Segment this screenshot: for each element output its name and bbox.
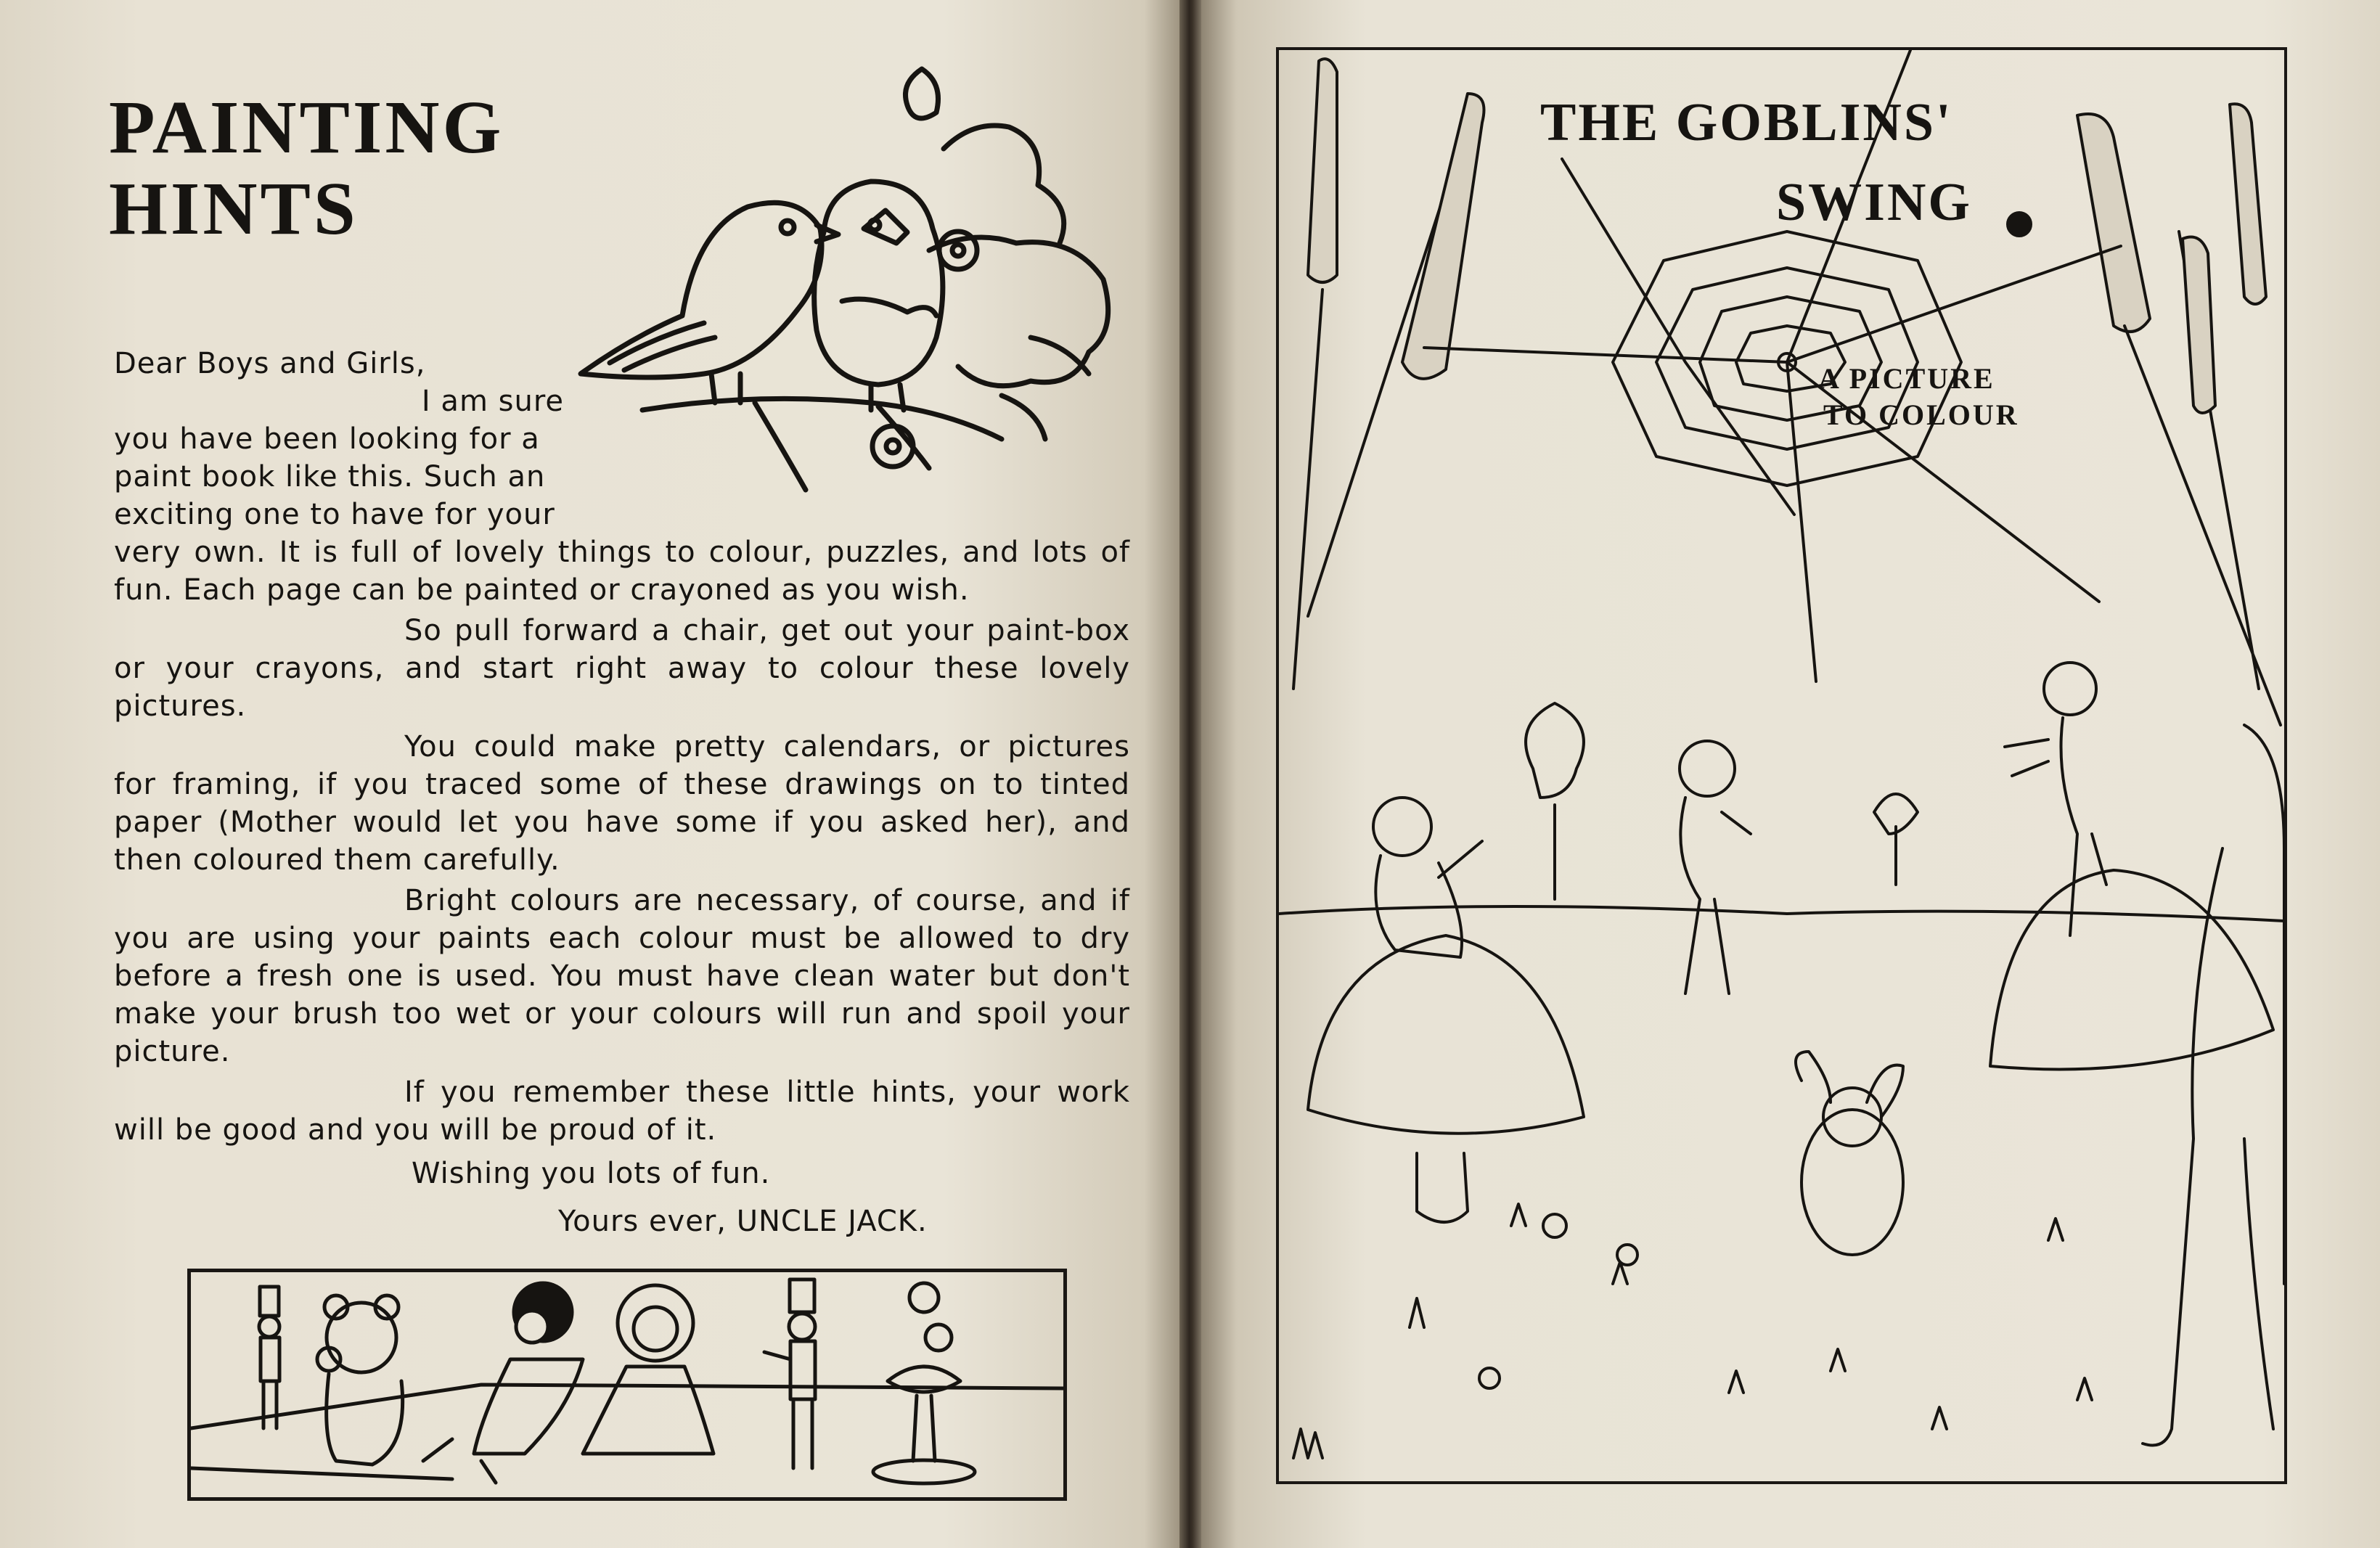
page-title — [109, 87, 504, 250]
illustration-subtitle-line-1: A PICTURE — [1818, 362, 1995, 395]
title-line-2: HINTS — [109, 167, 359, 250]
illustration-title-line-1: THE GOBLINS' — [1540, 93, 1953, 152]
para1-line1: I am sure — [421, 385, 564, 418]
para5: If you remember these little hints, your work will be good and you will be proud of it. — [114, 1076, 1130, 1147]
para1-line4: exciting one to have for your — [114, 498, 555, 531]
para2: So pull forward a chair, get out your paint-box or your crayons, and start right away to colour these lovely pictures. — [114, 614, 1130, 723]
toys-illustration — [191, 1272, 1063, 1497]
illustration-subtitle-line-2: TO COLOUR — [1823, 398, 2019, 431]
para4: Bright colours are necessary, of course, and if you are using your paints each colour must be allowed to dry before a fresh one is used. You must have clean water but don't make your brush too wet or your colours will run and spoil your picture. — [114, 884, 1130, 1068]
title-line-1: PAINTING — [109, 86, 504, 169]
signature: Yours ever, UNCLE JACK. — [558, 1205, 928, 1238]
letter-body — [114, 345, 1130, 1240]
illustration-title-line-2: SWING — [1776, 173, 1972, 232]
para1-line2: you have been looking for a — [114, 422, 540, 456]
goblins-swing-illustration — [1279, 50, 2284, 1481]
closing: Wishing you lots of fun. — [412, 1157, 771, 1190]
toys-illustration-frame — [187, 1269, 1067, 1501]
para1-line3: paint book like this. Such an — [114, 460, 546, 494]
para3: You could make pretty calendars, or pictures for framing, if you traced some of these drawings on to tinted paper (Mother would let you have some if you asked her), and then coloured them carefully. — [114, 730, 1130, 877]
greeting: Dear Boys and Girls, — [114, 347, 426, 380]
para1-rest: very own. It is full of lovely things to colour, puzzles, and lots of fun. Each page can be painted or crayoned as you wish. — [114, 536, 1130, 607]
book-gutter — [1179, 0, 1201, 1548]
